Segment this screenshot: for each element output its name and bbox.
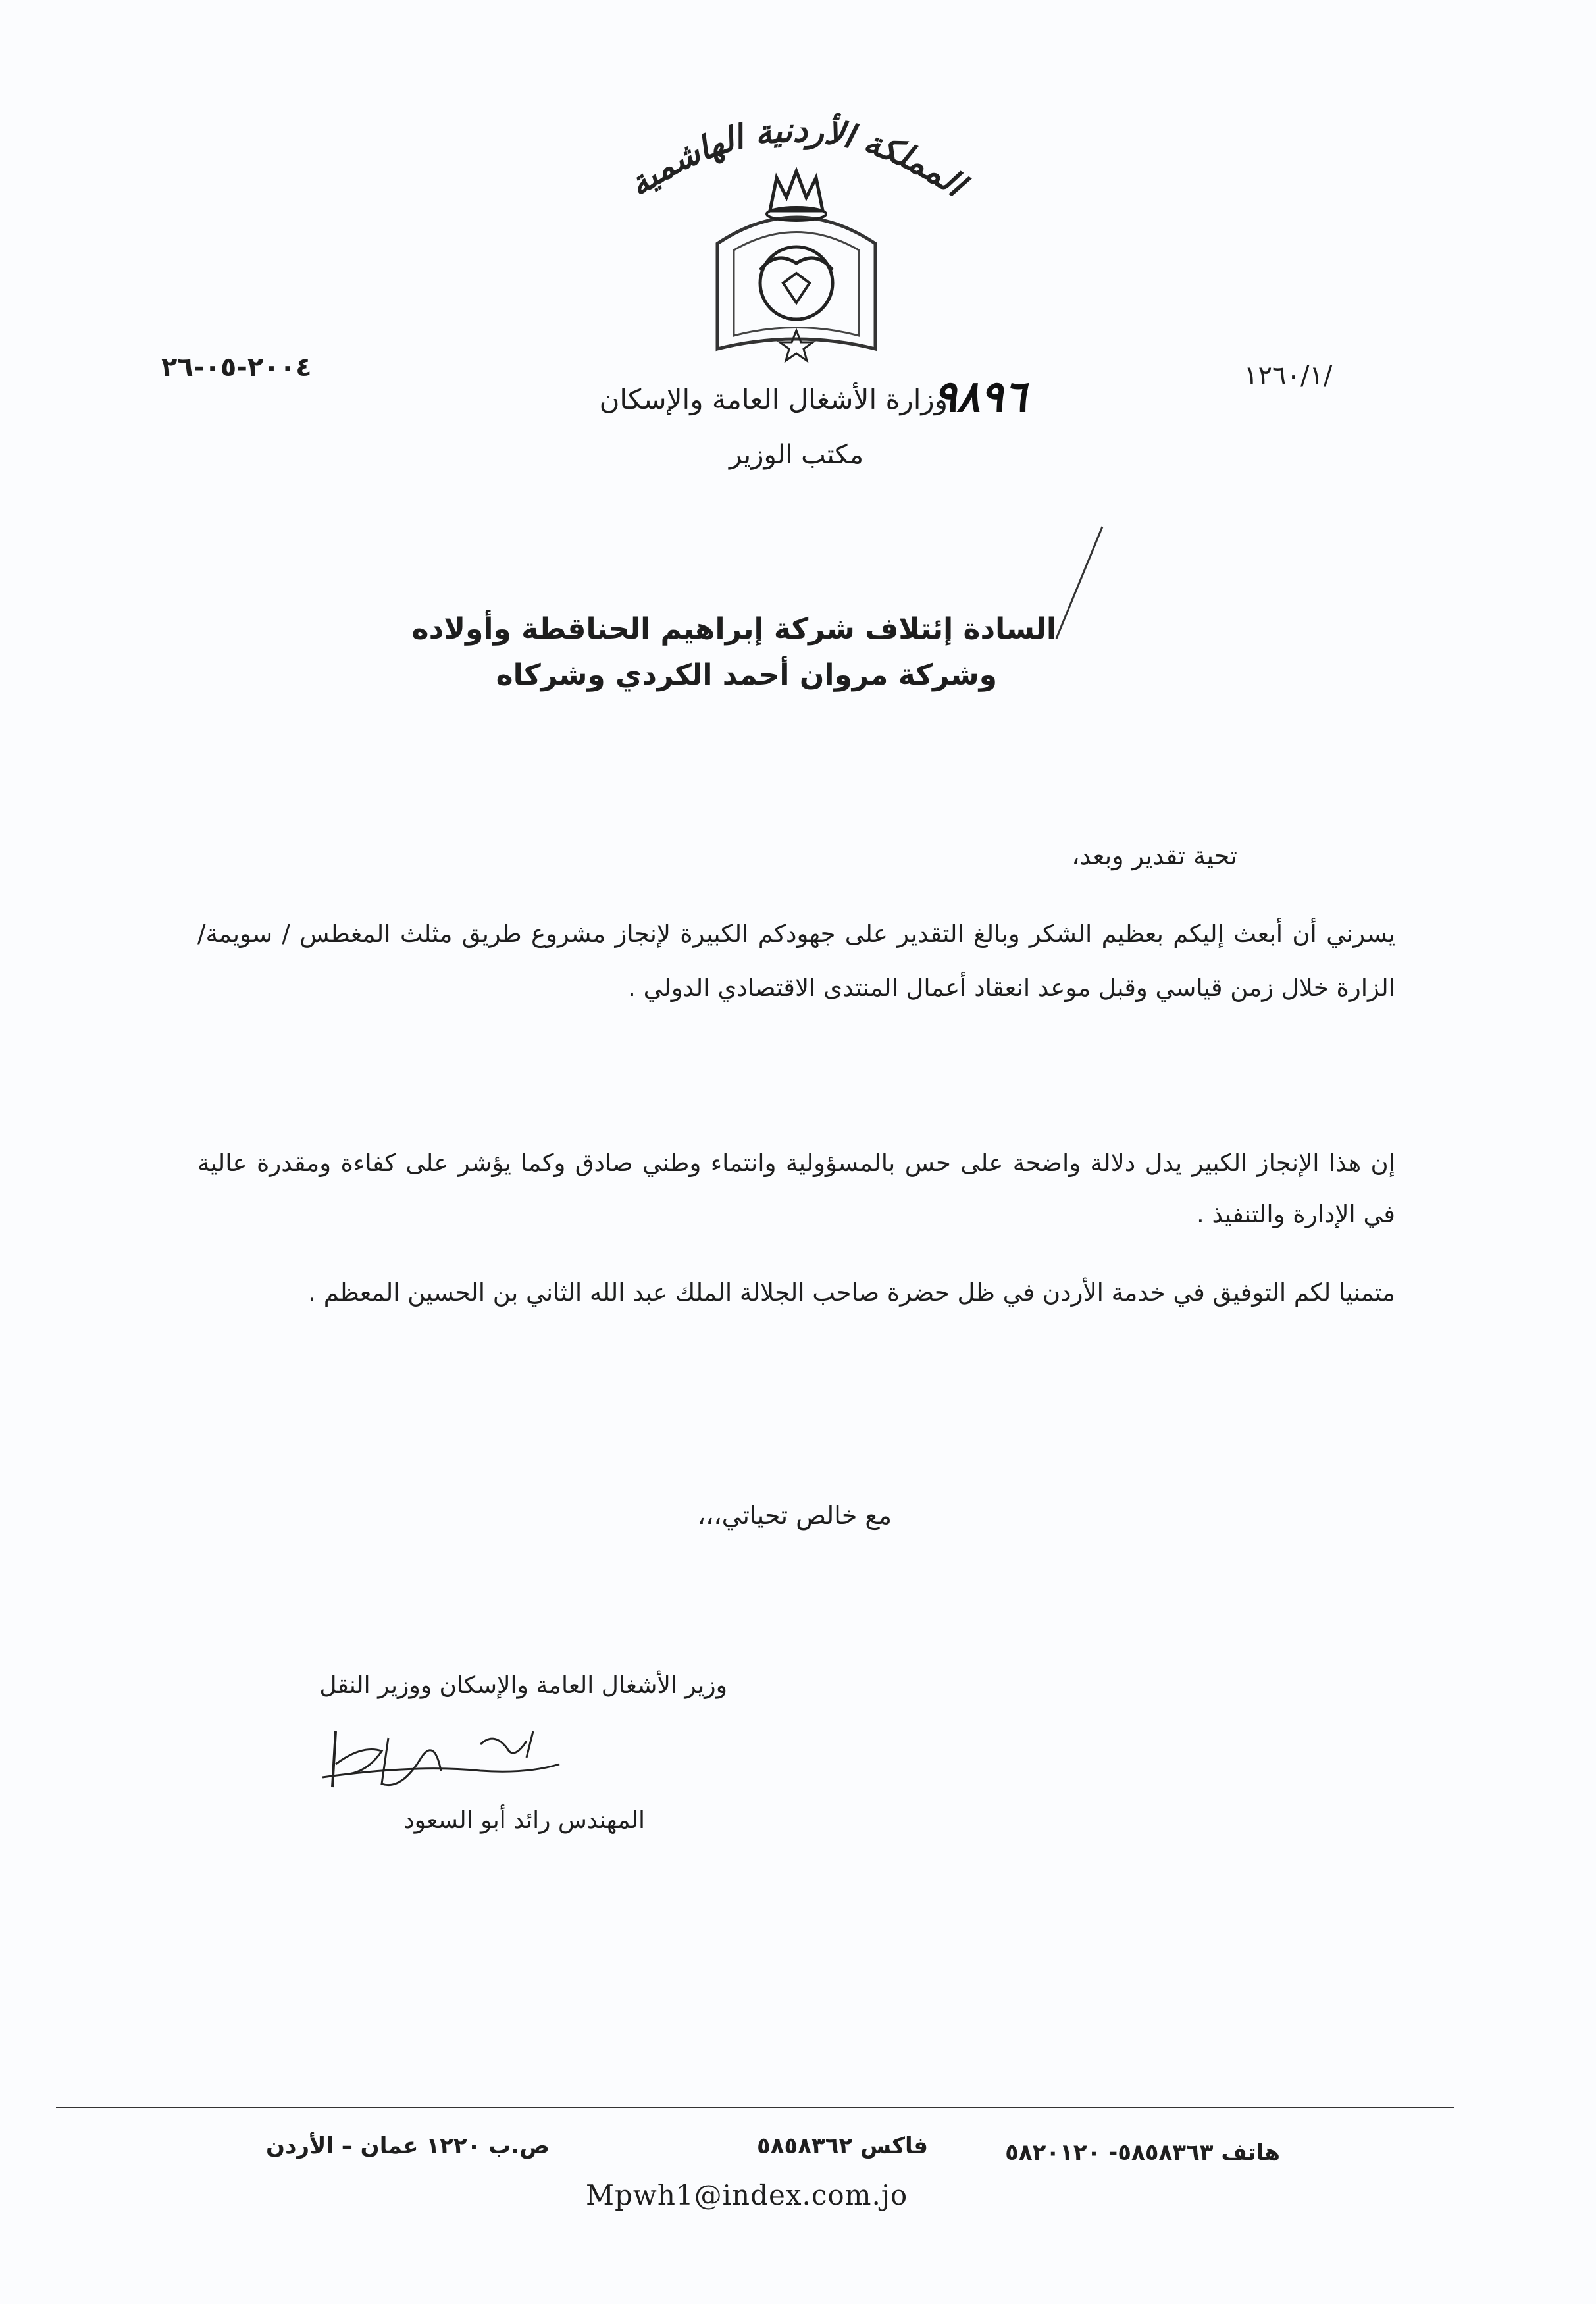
ministry-heading-row bbox=[579, 371, 1053, 422]
ministry-name: وزارة الأشغال العامة والإسكان bbox=[599, 383, 948, 415]
addressee-line-2: وشركة مروان أحمد الكردي وشركاه bbox=[496, 658, 997, 692]
paragraph-2: إن هذا الإنجاز الكبير يدل دلالة واضحة على حس بالمسؤولية وانتماء وطني صادق وكما يؤشر على كفاءة ومقدرة عالية في الإدارة والتنفيذ . bbox=[197, 1149, 1395, 1228]
signatory-title: وزير الأشغال العامة والإسكان ووزير النقل bbox=[319, 1672, 727, 1699]
footer-fax: فاكس ٥٨٥٨٣٦٢ bbox=[757, 2133, 928, 2159]
footer-phone: هاتف ٥٨٥٨٣٦٣- ٥٨٢٠١٢٠ bbox=[1005, 2139, 1280, 2166]
reference-number: ١٢٦٠/١/ bbox=[1244, 361, 1333, 391]
kingdom-title-text: المملكة الأردنية الهاشمية bbox=[621, 111, 972, 204]
kingdom-title-arc bbox=[619, 99, 974, 204]
minister-office: مكتب الوزير bbox=[729, 440, 864, 470]
footer-divider bbox=[56, 2107, 1454, 2108]
addressee-line-1: السادة إئتلاف شركة إبراهيم الحناقطة وأولاده bbox=[411, 612, 1056, 646]
incoming-stamp-number: ٩٨٩٦ bbox=[933, 371, 1027, 422]
paragraph-3: متمنيا لكم التوفيق في خدمة الأردن في ظل حضرة صاحب الجلالة الملك عبد الله الثاني بن الحسين المعظم . bbox=[308, 1278, 1395, 1307]
handwritten-slash-mark bbox=[1053, 527, 1106, 639]
svg-text:المملكة الأردنية الهاشمية bbox=[621, 111, 975, 207]
footer-po-box: ص.ب ١٢٢٠ عمان – الأردن bbox=[265, 2133, 550, 2159]
greeting: تحية تقدير وبعد، bbox=[1071, 841, 1237, 870]
letter-date: ٢٠٠٤-٠٥-٢٦ bbox=[161, 352, 312, 382]
paragraph-1: يسرني أن أبعث إليكم بعظيم الشكر وبالغ التقدير على جهودكم الكبيرة لإنجاز مشروع طريق مثلث المغطس / سويمة/ الزارة خلال زمن قياسي وقبل موعد انعقاد أعمال المنتدى الاقتصادي الدولي . bbox=[197, 920, 1395, 1002]
handwritten-signature bbox=[309, 1718, 586, 1804]
closing-line: مع خالص تحياتي،،، bbox=[697, 1501, 892, 1530]
signatory-name: المهندس رائد أبو السعود bbox=[403, 1807, 645, 1834]
footer-email: Mpwh1@index.com.jo bbox=[586, 2179, 908, 2211]
